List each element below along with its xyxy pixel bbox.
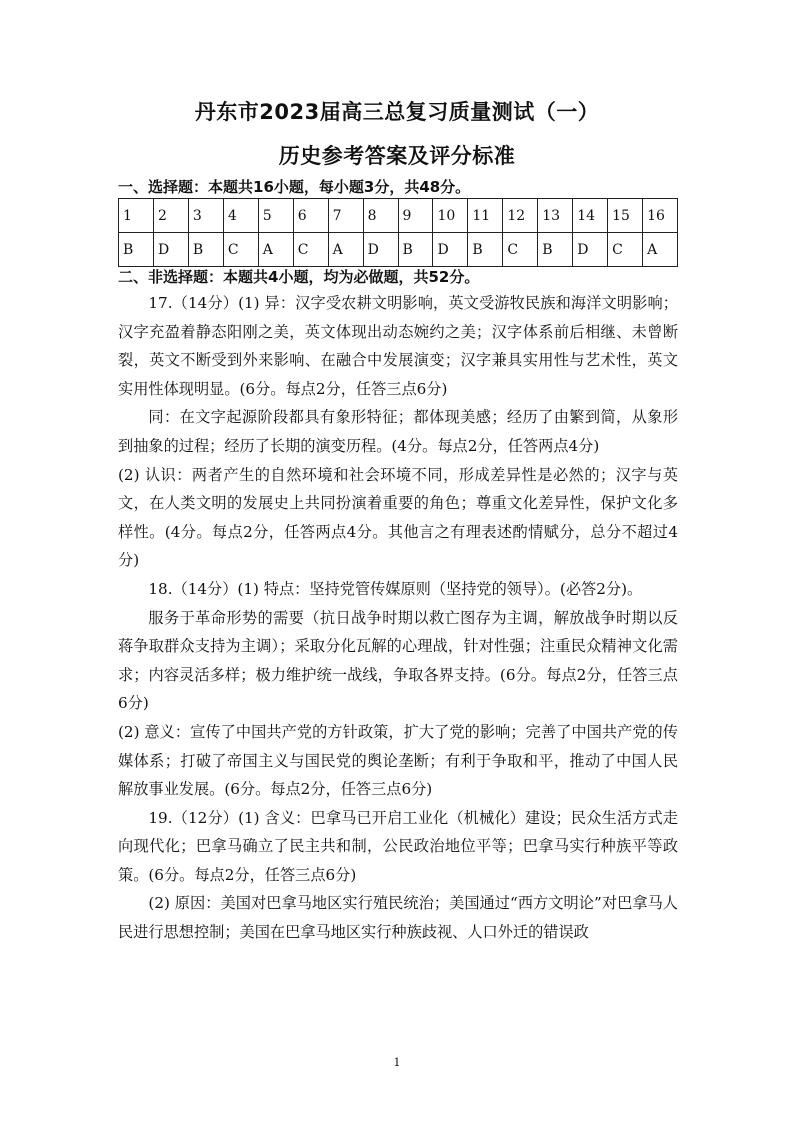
page-subtitle: 历史参考答案及评分标准 [278,144,516,168]
answer-cell: C [608,233,643,267]
question-number-cell: 4 [223,199,258,233]
question-number-cell: 2 [153,199,188,233]
answer-paragraph-q17-part1: 17.（14分）(1) 异：汉字受农耕文明影响，英文受游牧民族和海洋文明影响；汉字充盈着静态阳刚之美，英文体现出动态婉约之美；汉字体系前后相继、未曾断裂，英文不断受到外来影响、在融合中发展演变；汉字兼具实用性与艺术性，英文实用性体现明显。(6分。每点2分，任答三点6分) [118,294,678,398]
question-number-cell: 10 [433,199,468,233]
answer-cell: B [188,233,223,267]
answer-paragraph-q18-part1: 18.（14分）(1) 特点：坚持党管传媒原则（坚持党的领导）。(必答2分)。 [148,579,643,598]
answer-cell: D [363,233,398,267]
answer-cell: B [119,233,154,267]
section-heading-multiple-choice: 一、选择题：本题共16小题，每小题3分，共48分。 [118,178,471,196]
question-number-cell: 1 [119,199,154,233]
page-title: 丹东市2023届高三总复习质量测试（一） [194,100,600,124]
question-number-cell: 3 [188,199,223,233]
answer-paragraph-q18-part2: (2) 意义：宣传了中国共产党的方针政策，扩大了党的影响；完善了中国共产党的传媒体系；打破了帝国主义与国民党的舆论垄断；有利于争取和平，推动了中国人民解放事业发展。(6分。每点2分，任答三点6分) [118,722,678,799]
answer-paragraph-q17-similarity: 同：在文字起源阶段都具有象形特征；都体现美感；经历了由繁到简，从象形到抽象的过程；经历了长期的演变历程。(4分。每点2分，任答两点4分) [118,408,678,455]
answer-paragraph-q19-part1: 19.（12分）(1) 含义：巴拿马已开启工业化（机械化）建设；民众生活方式走向现代化；巴拿马确立了民主共和制，公民政治地位平等；巴拿马实行种族平等政策。(6分。每点2分，任答三点6分) [118,808,678,884]
question-number-row [119,199,678,233]
question-number-cell: 13 [538,199,573,233]
question-number-cell: 12 [503,199,538,233]
answer-cell: C [223,233,258,267]
question-number-cell: 6 [293,199,328,233]
question-number-cell: 5 [258,199,293,233]
section-heading-free-response: 二、非选择题：本题共4小题，均为必做题，共52分。 [118,268,480,286]
answer-cell: D [433,233,468,267]
answer-cell: C [503,233,538,267]
answer-cell: D [153,233,188,267]
answer-cell: D [573,233,608,267]
question-number-cell: 11 [468,199,503,233]
question-number-cell: 16 [643,199,678,233]
answer-table [118,198,678,267]
answer-paragraph-q18-service: 服务于革命形势的需要（抗日战争时期以救亡图存为主调，解放战争时期以反蒋争取群众支持为主调）；采取分化瓦解的心理战，针对性强；注重民众精神文化需求；内容灵活多样；极力维护统一战线，争取各界支持。(6分。每点2分，任答三点6分) [118,608,678,713]
question-number-cell: 15 [608,199,643,233]
question-number-cell: 14 [573,199,608,233]
answer-cell: A [643,233,678,267]
answer-cell: A [258,233,293,267]
answer-cell: B [398,233,433,267]
question-number-cell: 8 [363,199,398,233]
question-number-cell: 9 [398,199,433,233]
answer-cell: B [538,233,573,267]
answer-cell: A [328,233,363,267]
page-number: 1 [393,1056,401,1069]
answer-cell: C [293,233,328,267]
question-number-cell: 7 [328,199,363,233]
answer-paragraph-q19-part2: (2) 原因：美国对巴拿马地区实行殖民统治；美国通过“西方文明论”对巴拿马人民进行思想控制；美国在巴拿马地区实行种族歧视、人口外迁的错误政 [118,894,678,942]
answer-body [118,289,678,947]
answer-paragraph-q17-part2: (2) 认识：两者产生的自然环境和社会环境不同，形成差异性是必然的；汉字与英文，在人类文明的发展史上共同扮演着重要的角色；尊重文化差异性，保护文化多样性。(4分。每点2分，任答两点4分。其他言之有理表述酌情赋分，总分不超过4分) [118,465,678,570]
answer-row [119,233,678,267]
answer-cell: B [468,233,503,267]
